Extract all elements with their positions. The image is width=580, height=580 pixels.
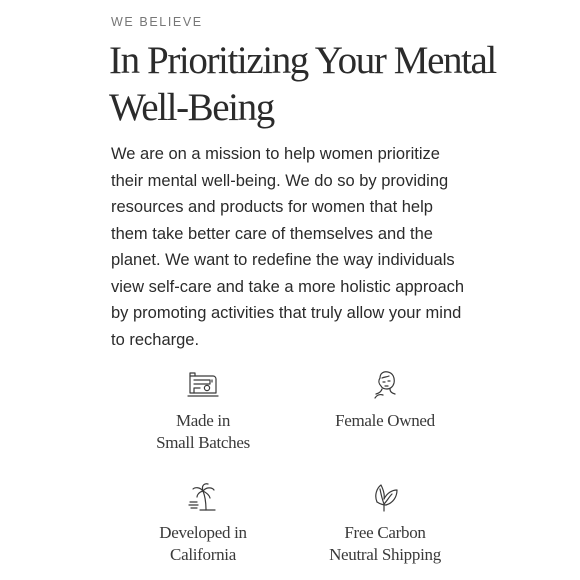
feature-label [118,522,288,566]
feature-label-line: California [170,545,236,564]
paragraph-line: them take better care of themselves and the [111,224,433,243]
section-eyebrow: WE BELIEVE [111,15,203,29]
paragraph-line: their mental well-being. We do so by providing [111,171,449,190]
feature-label-line: Free Carbon [344,523,426,542]
feature-label-line: Neutral Shipping [329,545,441,564]
woman-face-icon [368,368,402,402]
paragraph-line: by promoting activities that truly allow your mind [111,304,462,322]
feature-female-owned [300,368,470,432]
title-line-2: Well-Being [109,86,274,129]
feature-label-line: Small Batches [156,433,250,452]
paragraph-line: to recharge. [111,330,200,349]
feature-label [118,410,288,454]
paragraph-line: resources and products for women that help [111,198,433,216]
mission-paragraph [111,141,481,353]
feature-label-line: Made in [175,411,231,430]
sewing-machine-icon [186,368,220,402]
feature-label [300,522,470,566]
leaf-icon [368,480,402,514]
feature-carbon-neutral-shipping [300,480,470,566]
palm-tree-icon [186,480,220,514]
feature-label [300,410,470,432]
feature-made-in-small-batches [118,368,288,454]
paragraph-line: view self-care and take a more holistic approach [111,277,465,296]
feature-label-line: Developed in [159,523,247,542]
page-title [109,37,496,131]
feature-developed-in-california [118,480,288,566]
paragraph-line: We are on a mission to help women prioritize [111,145,440,163]
title-line-1: In Prioritizing Your Mental [109,39,496,82]
feature-label-line: Female Owned [335,411,435,430]
paragraph-line: planet. We want to redefine the way individuals [111,251,455,269]
